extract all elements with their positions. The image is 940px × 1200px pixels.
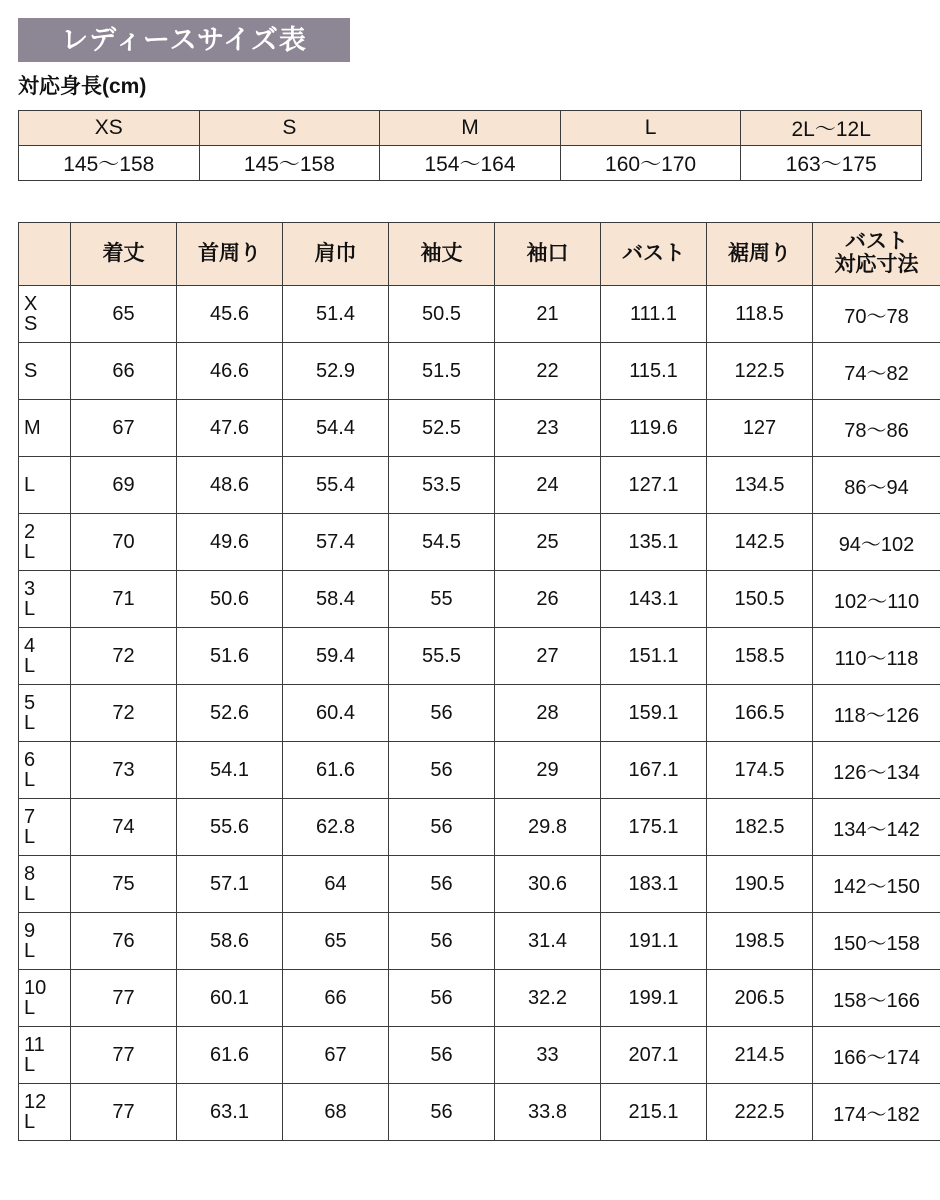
table-cell: 215.1	[601, 1084, 707, 1141]
table-cell: 56	[389, 1027, 495, 1084]
height-value-cell: 160〜170	[560, 146, 741, 181]
table-cell: 67	[71, 400, 177, 457]
table-cell: 66	[71, 343, 177, 400]
table-cell: 127	[707, 400, 813, 457]
table-cell: 122.5	[707, 343, 813, 400]
table-cell: 58.4	[283, 571, 389, 628]
table-row	[19, 856, 940, 913]
table-cell: 55	[389, 571, 495, 628]
row-size-label-line2: L	[24, 541, 36, 563]
table-cell: 68	[283, 1084, 389, 1141]
table-cell: 206.5	[707, 970, 813, 1027]
table-cell: 127.1	[601, 457, 707, 514]
row-size-label-line1: L	[24, 474, 36, 496]
measurement-header-hem: 裾周り	[707, 223, 813, 286]
table-cell: 110〜118	[813, 628, 940, 685]
table-cell: 150〜158	[813, 913, 940, 970]
table-row	[19, 286, 940, 343]
table-row	[19, 1027, 940, 1084]
height-table-value-row	[19, 146, 922, 181]
table-row	[19, 400, 940, 457]
table-cell: 46.6	[177, 343, 283, 400]
row-size-label	[19, 514, 71, 571]
table-row	[19, 742, 940, 799]
table-cell: 77	[71, 1084, 177, 1141]
table-cell: 207.1	[601, 1027, 707, 1084]
measurement-table-body	[19, 286, 940, 1141]
row-size-label-line2: L	[24, 1054, 36, 1076]
row-size-label	[19, 742, 71, 799]
table-cell: 151.1	[601, 628, 707, 685]
table-cell: 51.5	[389, 343, 495, 400]
table-row	[19, 514, 940, 571]
measurement-header-shoulder: 肩巾	[283, 223, 389, 286]
table-cell: 67	[283, 1027, 389, 1084]
row-size-label-line1: S	[24, 360, 38, 382]
table-cell: 52.5	[389, 400, 495, 457]
table-cell: 51.4	[283, 286, 389, 343]
table-cell: 69	[71, 457, 177, 514]
table-row	[19, 913, 940, 970]
row-size-label	[19, 286, 71, 343]
table-cell: 29	[495, 742, 601, 799]
table-cell: 62.8	[283, 799, 389, 856]
table-cell: 53.5	[389, 457, 495, 514]
row-size-label-line2: S	[24, 313, 38, 335]
row-size-label	[19, 400, 71, 457]
table-cell: 56	[389, 685, 495, 742]
table-cell: 60.4	[283, 685, 389, 742]
table-cell: 61.6	[177, 1027, 283, 1084]
table-cell: 72	[71, 685, 177, 742]
table-cell: 21	[495, 286, 601, 343]
table-cell: 111.1	[601, 286, 707, 343]
row-size-label	[19, 1027, 71, 1084]
table-cell: 52.9	[283, 343, 389, 400]
row-size-label-line1: 10	[24, 977, 47, 999]
height-header-cell: M	[380, 111, 561, 146]
table-cell: 150.5	[707, 571, 813, 628]
table-cell: 52.6	[177, 685, 283, 742]
table-cell: 45.6	[177, 286, 283, 343]
height-header-cell: S	[199, 111, 380, 146]
table-cell: 60.1	[177, 970, 283, 1027]
row-size-label-line1: 7	[24, 806, 36, 828]
table-cell: 64	[283, 856, 389, 913]
row-size-label	[19, 913, 71, 970]
table-cell: 134〜142	[813, 799, 940, 856]
table-cell: 57.1	[177, 856, 283, 913]
row-size-label-line2: L	[24, 997, 36, 1019]
table-cell: 26	[495, 571, 601, 628]
table-cell: 166〜174	[813, 1027, 940, 1084]
table-cell: 61.6	[283, 742, 389, 799]
table-row	[19, 685, 940, 742]
height-section-label: 対応身長(cm)	[18, 75, 147, 98]
table-cell: 66	[283, 970, 389, 1027]
table-cell: 56	[389, 913, 495, 970]
table-cell: 30.6	[495, 856, 601, 913]
table-cell: 56	[389, 742, 495, 799]
measurement-header-bust-fit-line2: 対応寸法	[834, 253, 919, 276]
table-cell: 58.6	[177, 913, 283, 970]
row-size-label-line2: L	[24, 826, 36, 848]
height-value-cell: 154〜164	[380, 146, 561, 181]
measurement-header-cuff: 袖口	[495, 223, 601, 286]
table-cell: 70〜78	[813, 286, 940, 343]
table-cell: 24	[495, 457, 601, 514]
row-size-label-line1: 5	[24, 692, 36, 714]
row-size-label-line1: X	[24, 293, 38, 315]
table-cell: 76	[71, 913, 177, 970]
row-size-label-line1: 12	[24, 1091, 47, 1113]
table-cell: 74〜82	[813, 343, 940, 400]
row-size-label-line2: L	[24, 655, 36, 677]
table-cell: 25	[495, 514, 601, 571]
table-cell: 48.6	[177, 457, 283, 514]
table-cell: 183.1	[601, 856, 707, 913]
table-cell: 54.5	[389, 514, 495, 571]
height-value-cell: 145〜158	[199, 146, 380, 181]
table-cell: 50.5	[389, 286, 495, 343]
page-title-banner	[18, 18, 350, 62]
table-row	[19, 457, 940, 514]
table-cell: 28	[495, 685, 601, 742]
table-cell: 59.4	[283, 628, 389, 685]
table-cell: 78〜86	[813, 400, 940, 457]
table-cell: 86〜94	[813, 457, 940, 514]
page-title: レディースサイズ表	[61, 24, 307, 55]
table-cell: 77	[71, 970, 177, 1027]
table-row	[19, 343, 940, 400]
table-cell: 55.6	[177, 799, 283, 856]
table-cell: 214.5	[707, 1027, 813, 1084]
measurement-header-row	[19, 223, 940, 286]
row-size-label	[19, 571, 71, 628]
table-cell: 54.4	[283, 400, 389, 457]
row-size-label-line1: 6	[24, 749, 36, 771]
measurement-header-bust: バスト	[601, 223, 707, 286]
height-value-cell: 145〜158	[19, 146, 200, 181]
row-size-label	[19, 343, 71, 400]
row-size-label-line2: L	[24, 769, 36, 791]
table-cell: 27	[495, 628, 601, 685]
row-size-label	[19, 1084, 71, 1141]
table-cell: 134.5	[707, 457, 813, 514]
measurement-corner-cell	[19, 223, 71, 286]
measurement-header-bust-fit-line1: バスト	[845, 230, 908, 254]
table-cell: 174〜182	[813, 1084, 940, 1141]
height-header-cell: L	[560, 111, 741, 146]
table-cell: 32.2	[495, 970, 601, 1027]
table-cell: 191.1	[601, 913, 707, 970]
table-cell: 118.5	[707, 286, 813, 343]
table-row	[19, 970, 940, 1027]
table-cell: 102〜110	[813, 571, 940, 628]
table-cell: 33.8	[495, 1084, 601, 1141]
row-size-label	[19, 799, 71, 856]
table-cell: 115.1	[601, 343, 707, 400]
measurement-header-bust-fit	[813, 223, 940, 286]
row-size-label-line1: 11	[24, 1034, 45, 1056]
table-cell: 94〜102	[813, 514, 940, 571]
measurement-header-neck: 首周り	[177, 223, 283, 286]
height-header-cell: 2L〜12L	[741, 111, 922, 146]
table-cell: 222.5	[707, 1084, 813, 1141]
table-cell: 75	[71, 856, 177, 913]
row-size-label-line2: L	[24, 712, 36, 734]
table-cell: 166.5	[707, 685, 813, 742]
table-cell: 29.8	[495, 799, 601, 856]
table-cell: 56	[389, 970, 495, 1027]
table-cell: 142〜150	[813, 856, 940, 913]
table-cell: 174.5	[707, 742, 813, 799]
row-size-label-line2: L	[24, 1111, 36, 1133]
measurement-table	[18, 222, 940, 1141]
table-cell: 55.4	[283, 457, 389, 514]
table-cell: 71	[71, 571, 177, 628]
table-cell: 142.5	[707, 514, 813, 571]
table-cell: 182.5	[707, 799, 813, 856]
row-size-label-line1: 9	[24, 920, 36, 942]
table-cell: 50.6	[177, 571, 283, 628]
height-value-cell: 163〜175	[741, 146, 922, 181]
table-cell: 126〜134	[813, 742, 940, 799]
row-size-label-line2: L	[24, 940, 36, 962]
row-size-label	[19, 457, 71, 514]
table-cell: 199.1	[601, 970, 707, 1027]
row-size-label-line1: 3	[24, 578, 36, 600]
row-size-label-line1: 8	[24, 863, 36, 885]
table-cell: 65	[283, 913, 389, 970]
table-row	[19, 799, 940, 856]
table-cell: 47.6	[177, 400, 283, 457]
table-cell: 22	[495, 343, 601, 400]
table-cell: 167.1	[601, 742, 707, 799]
row-size-label	[19, 856, 71, 913]
table-cell: 57.4	[283, 514, 389, 571]
table-row	[19, 628, 940, 685]
table-cell: 198.5	[707, 913, 813, 970]
table-cell: 65	[71, 286, 177, 343]
table-cell: 56	[389, 799, 495, 856]
table-cell: 33	[495, 1027, 601, 1084]
table-cell: 158.5	[707, 628, 813, 685]
table-cell: 23	[495, 400, 601, 457]
height-table-header-row	[19, 111, 922, 146]
row-size-label-line1: 4	[24, 635, 36, 657]
table-cell: 56	[389, 1084, 495, 1141]
table-cell: 51.6	[177, 628, 283, 685]
table-cell: 72	[71, 628, 177, 685]
table-cell: 175.1	[601, 799, 707, 856]
table-row	[19, 1084, 940, 1141]
table-cell: 159.1	[601, 685, 707, 742]
measurement-header-length: 着丈	[71, 223, 177, 286]
row-size-label	[19, 628, 71, 685]
row-size-label	[19, 970, 71, 1027]
table-cell: 73	[71, 742, 177, 799]
table-cell: 135.1	[601, 514, 707, 571]
table-cell: 77	[71, 1027, 177, 1084]
table-cell: 49.6	[177, 514, 283, 571]
row-size-label-line2: L	[24, 883, 36, 905]
table-cell: 74	[71, 799, 177, 856]
row-size-label-line1: M	[24, 417, 41, 439]
table-cell: 31.4	[495, 913, 601, 970]
table-cell: 118〜126	[813, 685, 940, 742]
row-size-label-line2: L	[24, 598, 36, 620]
table-row	[19, 571, 940, 628]
table-cell: 63.1	[177, 1084, 283, 1141]
height-range-table	[18, 110, 922, 181]
table-cell: 158〜166	[813, 970, 940, 1027]
table-cell: 143.1	[601, 571, 707, 628]
table-cell: 119.6	[601, 400, 707, 457]
measurement-header-sleeve-length: 袖丈	[389, 223, 495, 286]
table-cell: 55.5	[389, 628, 495, 685]
row-size-label-line1: 2	[24, 521, 36, 543]
height-header-cell: XS	[19, 111, 200, 146]
table-cell: 56	[389, 856, 495, 913]
table-cell: 54.1	[177, 742, 283, 799]
table-cell: 70	[71, 514, 177, 571]
table-cell: 190.5	[707, 856, 813, 913]
row-size-label	[19, 685, 71, 742]
